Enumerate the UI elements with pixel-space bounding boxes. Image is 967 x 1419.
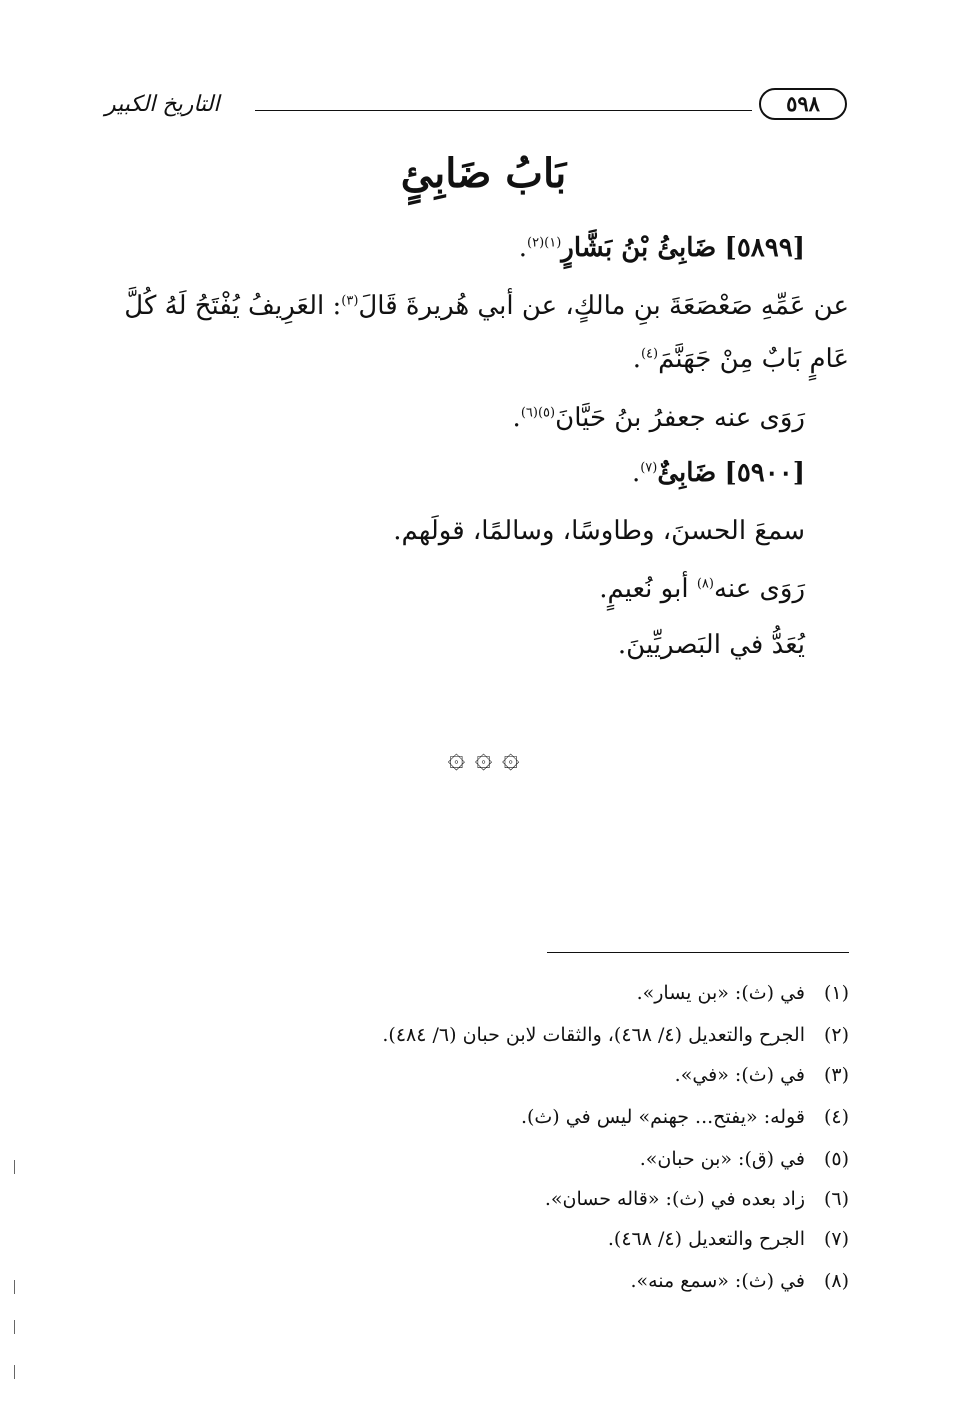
line-rest: أبو نُعيمٍ. — [599, 574, 697, 604]
footnote-ref: (٣) — [341, 293, 359, 309]
footnote-number: (٧) — [823, 1228, 849, 1250]
line-rest: : العَرِيفُ يُفْتَحُ لَهُ كُلَّ — [124, 291, 342, 321]
line-text: عَامٍ بَابٌ مِنْ جَهَنَّمَ — [658, 344, 849, 374]
body-line — [618, 630, 805, 660]
footnote-text: في (ث): «في». — [674, 1064, 805, 1086]
running-title: التاريخ الكبير — [105, 92, 220, 117]
footnote-text: في (ث): «سمع منه». — [630, 1270, 805, 1292]
footnote — [382, 1024, 849, 1046]
footnote-ref: (١)(٢) — [527, 235, 562, 251]
footnote-number: (٣) — [823, 1064, 849, 1086]
body-line — [599, 574, 805, 604]
footnote-text: زاد بعده في (ث): «قاله حسان». — [544, 1188, 805, 1210]
footnote-number: (١) — [823, 982, 849, 1004]
footnote-number: (٤) — [823, 1106, 849, 1128]
footnote-text: في (ث): «بن يسار». — [636, 982, 805, 1004]
line-text: يُعَدُّ في البَصريِّينَ. — [617, 630, 805, 660]
footnote-text: الجرح والتعديل (٤/ ٤٦٨). — [607, 1228, 805, 1250]
chapter-title: بَابُ ضَابِئٍ — [400, 150, 567, 197]
footnote — [545, 1188, 849, 1210]
footnote-text: الجرح والتعديل (٤/ ٤٦٨)، والثقات لابن حبان (٦/ ٤٨٤). — [382, 1024, 805, 1046]
footnote-ref: (٨) — [696, 576, 714, 592]
footnote — [608, 1228, 849, 1250]
footnote — [675, 1064, 849, 1086]
entry-heading-5899 — [519, 233, 805, 263]
body-line — [513, 403, 805, 433]
entry-number: [٥٩٠٠] — [724, 458, 805, 488]
entry-number: [٥٨٩٩] — [724, 233, 805, 263]
section-ornament: ۞ ۞ ۞ — [447, 740, 520, 775]
entry-heading-5900 — [632, 458, 805, 488]
footnote — [637, 982, 849, 1004]
page-number: ٥٩٨ — [759, 88, 847, 120]
footnote-number: (٥) — [823, 1148, 849, 1170]
body-line — [633, 344, 849, 374]
footnote-text: قوله: «يفتح... جهنم» ليس في (ث). — [520, 1106, 805, 1128]
line-text: عن عَمِّهِ صَعْصَعَةَ بنِ مالكٍ، عن أبي هُريرةَ قَالَ — [358, 291, 849, 321]
footnote-text: في (ق): «بن حبان». — [639, 1148, 805, 1170]
footnote — [640, 1148, 849, 1170]
line-text: رَوَى عنه جعفرُ بنُ حَيَّانَ — [555, 403, 805, 433]
scan-mark — [14, 1160, 15, 1174]
line-text: سمعَ الحسنَ، وطاوسًا، وسالمًا، قولَهم. — [393, 516, 805, 546]
footnote-ref: (٤) — [640, 346, 659, 362]
footnote-ref: (٥)(٦) — [520, 405, 556, 421]
entry-name: ضَابِئُ بْنُ بَشَّارٍ — [561, 233, 717, 263]
footnote-number: (٢) — [823, 1024, 849, 1046]
footnote-ref: (٧) — [640, 460, 658, 476]
line-end: . — [518, 233, 528, 263]
scan-margin-marks — [14, 1160, 16, 1400]
entry-name: ضَابِئٌ — [657, 458, 717, 488]
scan-mark — [14, 1280, 15, 1294]
scan-mark — [14, 1365, 15, 1379]
header-rule — [255, 110, 752, 111]
line-rest: . — [512, 403, 521, 433]
footnote — [521, 1106, 849, 1128]
line-end: . — [631, 458, 641, 488]
footnote — [630, 1270, 849, 1292]
page-header — [105, 84, 847, 134]
scan-mark — [14, 1320, 15, 1334]
body-line — [124, 291, 849, 321]
line-rest: . — [632, 344, 641, 374]
line-text: رَوَى عنه — [713, 574, 805, 604]
body-line — [393, 516, 805, 546]
footnote-rule — [547, 952, 849, 953]
footnote-number: (٨) — [823, 1270, 849, 1292]
footnote-number: (٦) — [823, 1188, 849, 1210]
